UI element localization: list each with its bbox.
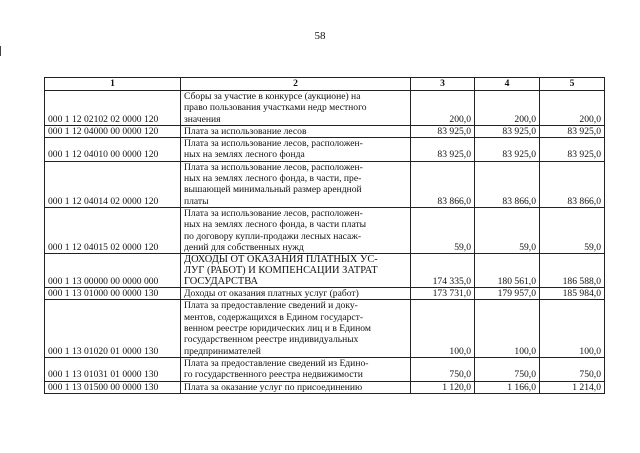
row-value-3: 100,0 <box>411 300 475 357</box>
description-line: ДОХОДЫ ОТ ОКАЗАНИЯ ПЛАТНЫХ УС- <box>184 254 378 266</box>
row-value-5: 186 588,0 <box>540 254 605 288</box>
row-value-5: 100,0 <box>540 300 605 357</box>
row-code: 000 1 12 04015 02 0000 120 <box>45 207 181 253</box>
row-value-4: 179 957,0 <box>475 288 540 300</box>
description-line: Доходы от оказания платных услуг (работ) <box>184 288 359 300</box>
row-value-5: 83 866,0 <box>540 161 605 207</box>
table-row <box>45 357 605 381</box>
row-value-3: 174 335,0 <box>411 254 475 288</box>
header-col-3: 3 <box>411 78 475 91</box>
row-value-3: 1 120,0 <box>411 381 475 393</box>
row-value-3: 83 925,0 <box>411 125 475 137</box>
description-line: ментов, содержащихся в Едином государст- <box>184 311 364 323</box>
table-row <box>45 161 605 207</box>
row-value-5: 185 984,0 <box>540 288 605 300</box>
margin-mark <box>0 46 1 56</box>
row-code: 000 1 13 00000 00 0000 000 <box>45 254 181 288</box>
description-line: го государственного реестра недвижимости <box>184 369 363 381</box>
description-line: венном реестре юридических лиц и в Едином <box>184 323 371 335</box>
table-row <box>45 207 605 253</box>
row-value-4: 100,0 <box>475 300 540 357</box>
description-line: предпринимателей <box>184 345 261 357</box>
row-description <box>181 161 411 207</box>
budget-table <box>44 77 605 394</box>
table-row <box>45 381 605 393</box>
row-description <box>181 91 411 126</box>
row-value-5: 83 925,0 <box>540 125 605 137</box>
description-line: Сборы за участие в конкурсе (аукционе) на <box>184 91 361 102</box>
row-description <box>181 357 411 381</box>
row-value-4: 1 166,0 <box>475 381 540 393</box>
row-value-5: 59,0 <box>540 207 605 253</box>
row-value-4: 59,0 <box>475 207 540 253</box>
description-line: Плата за использование лесов, расположен- <box>184 207 363 219</box>
description-line: по договору купли-продажи лесных насаж- <box>184 230 362 242</box>
row-code: 000 1 12 02102 02 0000 120 <box>45 91 181 126</box>
row-value-5: 750,0 <box>540 357 605 381</box>
description-line: Плата за предоставление сведений из Едино- <box>184 357 369 369</box>
description-line: ных на землях лесного фонда <box>184 149 305 161</box>
row-value-4: 83 866,0 <box>475 161 540 207</box>
header-col-4: 4 <box>475 78 540 91</box>
row-value-3: 750,0 <box>411 357 475 381</box>
row-value-3: 173 731,0 <box>411 288 475 300</box>
row-description <box>181 207 411 253</box>
table-body <box>45 91 605 394</box>
row-code: 000 1 13 01020 01 0000 130 <box>45 300 181 357</box>
row-description <box>181 288 411 300</box>
table-row <box>45 254 605 288</box>
row-value-4: 180 561,0 <box>475 254 540 288</box>
description-line: вышающей минимальный размер арендной <box>184 184 362 196</box>
description-line: ЛУГ (РАБОТ) И КОМПЕНСАЦИИ ЗАТРАТ <box>184 265 378 277</box>
description-line: ных на землях лесного фонда, в части платы <box>184 219 367 231</box>
row-code: 000 1 12 04000 00 0000 120 <box>45 125 181 137</box>
row-value-4: 750,0 <box>475 357 540 381</box>
table-row <box>45 125 605 137</box>
page-number: 58 <box>314 30 326 42</box>
row-value-3: 200,0 <box>411 91 475 126</box>
row-description <box>181 125 411 137</box>
table-row <box>45 300 605 357</box>
table-row <box>45 138 605 162</box>
description-line: государственном реестре индивидуальных <box>184 334 359 346</box>
row-value-4: 83 925,0 <box>475 138 540 162</box>
row-value-3: 83 925,0 <box>411 138 475 162</box>
row-code: 000 1 12 04014 02 0000 120 <box>45 161 181 207</box>
description-line: дений для собственных нужд <box>184 241 304 253</box>
row-value-4: 83 925,0 <box>475 125 540 137</box>
description-line: право пользования участками недр местного <box>184 102 367 114</box>
description-line: ных на землях лесного фонда, в части, пре- <box>184 173 362 185</box>
row-value-3: 59,0 <box>411 207 475 253</box>
row-value-5: 83 925,0 <box>540 138 605 162</box>
header-col-5: 5 <box>540 78 605 91</box>
description-line: Плата за использование лесов, расположен- <box>184 138 363 150</box>
row-value-5: 1 214,0 <box>540 381 605 393</box>
row-value-3: 83 866,0 <box>411 161 475 207</box>
row-description <box>181 381 411 393</box>
row-description <box>181 138 411 162</box>
row-value-5: 200,0 <box>540 91 605 126</box>
header-col-2: 2 <box>181 78 411 91</box>
description-line: Плата за оказание услуг по присоединению <box>184 381 363 393</box>
row-code: 000 1 13 01031 01 0000 130 <box>45 357 181 381</box>
row-code: 000 1 13 01500 00 0000 130 <box>45 381 181 393</box>
table-row <box>45 288 605 300</box>
row-code: 000 1 12 04010 00 0000 120 <box>45 138 181 162</box>
description-line: Плата за использование лесов <box>184 125 307 137</box>
description-line: ГОСУДАРСТВА <box>184 276 259 288</box>
row-value-4: 200,0 <box>475 91 540 126</box>
description-line: Плата за предоставление сведений и доку- <box>184 300 358 312</box>
table-row <box>45 91 605 126</box>
description-line: значения <box>184 113 221 125</box>
row-description <box>181 254 411 288</box>
description-line: платы <box>184 195 209 207</box>
row-description <box>181 300 411 357</box>
header-col-1: 1 <box>45 78 181 91</box>
description-line: Плата за использование лесов, расположен- <box>184 161 363 173</box>
row-code: 000 1 13 01000 00 0000 130 <box>45 288 181 300</box>
header-row <box>45 78 605 91</box>
